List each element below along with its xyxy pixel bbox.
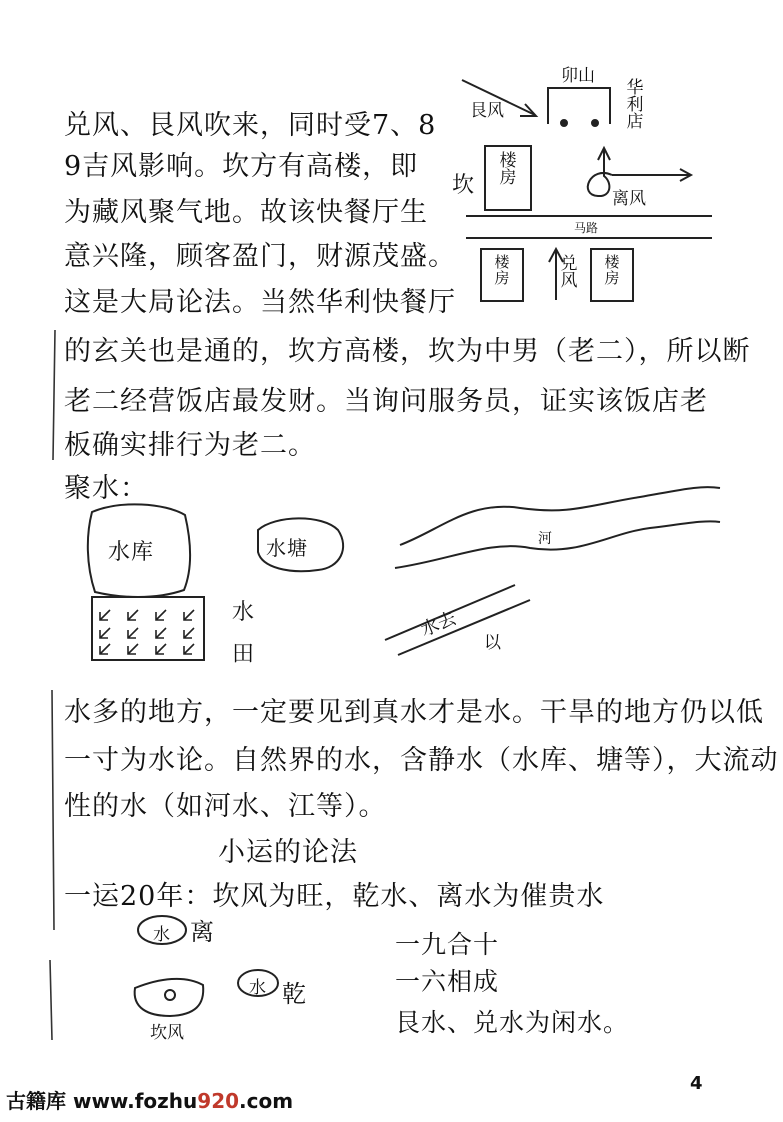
para2-line3: 性的水（如河水、江等）。 [64,791,387,822]
ditch-flow-label: 以 [484,633,501,653]
kan-wind-label: 坎风 [150,1023,184,1043]
luck-heading: 小运的论法 [218,837,358,868]
para1-line1: 兑风、艮风吹来，同时受7、8 [64,110,437,141]
river-label: 河 [538,531,552,547]
tower-3 [590,248,634,302]
rule-1: 一九合十 [395,930,500,959]
kan-label: 坎 [452,173,476,198]
qian-label: 乾 [282,980,307,1008]
para1-line3: 为藏风聚气地。故该快餐厅生 [64,197,428,228]
road-label: 马路 [574,221,599,235]
luck-line1: 一运20年：坎风为旺，乾水、离水为催贵水 [64,881,605,912]
gen-wind-label: 艮风 [470,101,504,121]
para1-line8: 板确实排行为老二。 [64,430,316,461]
paddy-label-bottom: 田 [232,642,256,667]
restaurant-label: 华利店 [626,78,644,132]
dui-wind-label: 兑风 [560,254,578,291]
ditch-label: 水去 [417,607,460,641]
para2-line2: 一寸为水论。自然界的水，含静水（水库、塘等），大流动 [64,745,779,776]
site-url[interactable]: www.fozhu920.com [72,1089,294,1113]
tower-2 [480,248,524,302]
site-watermark [6,1085,293,1114]
tower-3-label: 楼房 [604,253,620,287]
paddy-label-top: 水 [232,600,256,625]
para2-line1: 水多的地方，一定要见到真水才是水。干旱的地方仍以低 [64,697,764,728]
page-number: 4 [690,1073,703,1094]
rule-3: 艮水、兑水为闲水。 [395,1008,630,1037]
tower-2-label: 楼房 [494,253,510,287]
tower-1-label: 楼房 [499,151,517,188]
li-label: 离 [190,918,215,946]
rule-2: 一六相成 [395,967,500,996]
para1-line2: 9吉风影响。坎方有高楼，即 [64,151,419,182]
tower-1 [484,145,532,211]
pond-label: 水塘 [266,536,308,560]
water-circle-1: 水 [153,925,170,945]
para1-line4: 意兴隆，顾客盈门，财源茂盛。 [64,241,456,272]
water-heading: 聚水： [64,473,148,504]
li-wind-label: 离风 [612,189,646,209]
water-circle-2: 水 [249,978,266,998]
para1-line5: 这是大局论法。当然华利快餐厅 [64,287,456,318]
para1-line6: 的玄关也是通的，坎方高楼，坎为中男（老二），所以断 [64,336,751,367]
reservoir-label: 水库 [108,540,155,565]
para1-line7: 老二经营饭店最发财。当询问服务员，证实该饭店老 [64,386,708,417]
site-name: 古籍库 [6,1089,66,1113]
mountain-label: 卯山 [561,66,595,86]
